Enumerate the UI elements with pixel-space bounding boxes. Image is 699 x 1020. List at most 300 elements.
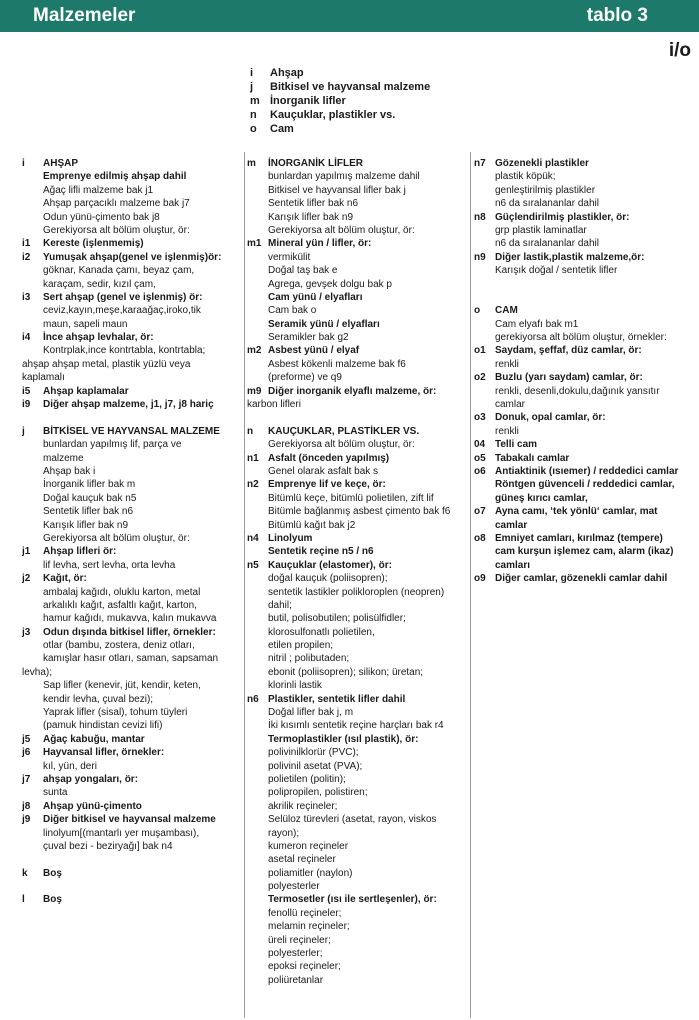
entry-line	[22, 612, 244, 625]
category-entry	[247, 693, 473, 706]
entry-text: renkli	[495, 425, 519, 437]
entry-text: kendir levha, çuval bezi);	[43, 693, 154, 705]
category-heading: Sentetik reçine n5 / n6	[268, 546, 374, 558]
category-entry	[247, 478, 473, 491]
entry-line	[247, 251, 473, 264]
category-entry	[247, 532, 473, 545]
entry-line	[247, 586, 473, 599]
column-wood-plant	[22, 157, 244, 907]
category-heading: Boş	[43, 867, 62, 879]
entry-text: Ahşap bak i	[43, 465, 96, 477]
entry-line	[474, 425, 696, 438]
category-code: i2	[22, 251, 31, 263]
category-heading: Emniyet camları, kırılmaz (tempere)	[495, 532, 663, 544]
entry-line	[22, 170, 244, 183]
category-entry	[22, 331, 244, 344]
entry-line	[247, 318, 473, 331]
entry-line	[247, 786, 473, 799]
category-entry	[22, 733, 244, 746]
index-code: n	[250, 109, 257, 121]
category-heading: Plastikler, sentetik lifler dahil	[268, 693, 406, 705]
entry-line	[247, 760, 473, 773]
entry-line	[22, 639, 244, 652]
entry-line	[22, 652, 244, 665]
category-code: n5	[247, 559, 259, 571]
entry-text: fenollü reçineler;	[268, 907, 342, 919]
entry-line	[247, 612, 473, 625]
entry-text: ceviz,kayın,meşe,karaağaç,iroko,tik	[43, 305, 201, 317]
entry-text: göknar, Kanada çamı, beyaz çam,	[43, 265, 195, 277]
entry-line	[22, 666, 244, 679]
entry-text: bunlardan yapılmış lif, parça ve	[43, 439, 182, 451]
entry-text: bunlardan yapılmış malzeme dahil	[268, 171, 420, 183]
category-heading: Emprenye edilmiş ahşap dahil	[43, 171, 187, 183]
category-entry	[474, 411, 696, 424]
entry-text: maun, sapeli maun	[43, 318, 128, 330]
category-entry	[22, 572, 244, 585]
entry-text: gerekiyorsa alt bölüm oluştur, örnekler:	[495, 332, 667, 344]
category-code: n8	[474, 211, 486, 223]
category-entry	[22, 813, 244, 826]
entry-text: genleştirilmiş plastikler	[495, 184, 596, 196]
category-heading: Diğer camlar, gözenekli camlar dahil	[495, 573, 668, 585]
entry-line	[247, 291, 473, 304]
index-entry	[250, 122, 430, 136]
entry-text: Cam elyafı bak m1	[495, 318, 579, 330]
entry-line	[247, 626, 473, 639]
category-code: i	[22, 158, 25, 169]
entry-line	[247, 827, 473, 840]
category-heading: Boş	[43, 894, 62, 906]
category-heading: Kauçuklar (elastomer), ör:	[268, 559, 392, 571]
entry-text: dahil;	[268, 599, 292, 611]
entry-text: arkalıklı kağıt, asfaltlı kağıt, karton,	[43, 599, 197, 611]
entry-line	[22, 211, 244, 224]
entry-line	[247, 264, 473, 277]
category-heading: Asfalt (önceden yapılmış)	[268, 452, 390, 464]
entry-text: asetal reçineler	[268, 854, 336, 866]
entry-line	[22, 452, 244, 465]
category-code: j7	[22, 773, 31, 785]
category-heading: KAUÇUKLAR, PLASTİKLER VS.	[268, 425, 420, 437]
category-code: o3	[474, 412, 486, 424]
entry-line	[247, 853, 473, 866]
category-code: j9	[22, 814, 31, 826]
category-code: n2	[247, 479, 259, 491]
entry-line	[247, 224, 473, 237]
entry-text: Bitümlü kağıt bak j2	[268, 519, 356, 531]
index-code: j	[250, 81, 254, 93]
entry-line	[474, 184, 696, 197]
category-code: i9	[22, 399, 31, 411]
category-entry	[247, 559, 473, 572]
entry-text: doğal kauçuk (poliisopren);	[268, 573, 388, 585]
entry-line	[247, 840, 473, 853]
entry-line	[22, 224, 244, 237]
entry-text: malzeme	[43, 452, 84, 464]
category-heading: Linolyum	[268, 532, 313, 544]
entry-line	[22, 719, 244, 732]
entry-line	[247, 679, 473, 692]
entry-line	[474, 224, 696, 237]
entry-line	[22, 197, 244, 210]
entry-line	[247, 934, 473, 947]
category-heading: Tabakalı camlar	[495, 452, 570, 464]
category-code: j1	[22, 546, 31, 558]
entry-text: rayon);	[268, 827, 300, 839]
entry-text: Sap lifler (kenevir, jüt, kendir, keten,	[43, 680, 201, 692]
category-code: n9	[474, 251, 486, 263]
entry-line	[247, 492, 473, 505]
entry-line	[247, 652, 473, 665]
entry-text: Seramikler bak g2	[268, 332, 349, 344]
index-label: Kauçuklar, plastikler vs.	[270, 109, 396, 121]
category-code: i5	[22, 385, 31, 397]
entry-line	[247, 880, 473, 893]
category-entry	[22, 746, 244, 759]
entry-line	[247, 960, 473, 973]
entry-line	[247, 639, 473, 652]
entry-text: n6 da sıralananlar dahil	[495, 198, 599, 210]
category-entry	[22, 385, 244, 398]
category-code: o2	[474, 372, 486, 384]
entry-line	[247, 278, 473, 291]
entry-line	[22, 706, 244, 719]
category-code: j	[22, 425, 25, 437]
entry-line	[474, 398, 696, 411]
entry-line	[247, 733, 473, 746]
entry-line	[474, 492, 696, 505]
entry-text: melamin reçineler;	[268, 921, 350, 933]
category-code: j2	[22, 573, 31, 585]
category-entry	[474, 465, 696, 478]
category-entry	[474, 572, 696, 585]
entry-line	[474, 545, 696, 558]
entry-text: İnorganik lifler bak m	[43, 479, 136, 491]
category-heading: Röntgen güvenceli / reddedici camlar,	[495, 479, 675, 491]
entry-text: Kontrplak,ince kontrtabla, kontrtabla;	[43, 345, 206, 357]
entry-line	[22, 438, 244, 451]
entry-line	[247, 184, 473, 197]
spacer	[22, 853, 244, 866]
column-divider	[244, 152, 245, 1018]
category-heading: Cam yünü / elyafları	[268, 291, 363, 303]
category-heading: Saydam, şeffaf, düz camlar, ör:	[495, 345, 642, 357]
category-entry	[474, 304, 696, 317]
category-entry	[247, 157, 473, 170]
category-heading: Donuk, opal camlar, ör:	[495, 412, 606, 424]
category-heading: Diğer bitkisel ve hayvansal malzeme	[43, 814, 216, 826]
entry-text: epoksi reçineler;	[268, 961, 341, 973]
category-heading: cam kurşun işlemez cam, alarm (ikaz)	[495, 546, 674, 558]
category-entry	[474, 505, 696, 518]
entry-line	[22, 840, 244, 853]
category-entry	[22, 398, 244, 411]
entry-text: nitril ; polibutaden;	[268, 653, 350, 665]
entry-line	[247, 545, 473, 558]
entry-line	[22, 599, 244, 612]
entry-line	[247, 666, 473, 679]
entry-line	[247, 398, 473, 411]
header-bar	[0, 0, 699, 32]
entry-line	[247, 907, 473, 920]
entry-line	[474, 237, 696, 250]
entry-text: renkli, desenli,dokulu,dağınık yansıtır	[495, 385, 660, 397]
entry-line	[22, 505, 244, 518]
entry-text: Gerekiyorsa alt bölüm oluştur, ör:	[43, 224, 190, 236]
header-title: Malzemeler	[33, 5, 136, 26]
entry-text: ambalaj kağıdı, oluklu karton, metal	[43, 586, 201, 598]
entry-text: Bitkisel ve hayvansal lifler bak j	[268, 184, 406, 196]
column-plastics-glass	[474, 157, 696, 586]
entry-line	[22, 478, 244, 491]
entry-line	[22, 318, 244, 331]
category-entry	[474, 344, 696, 357]
category-code: n7	[474, 158, 486, 169]
category-code: o6	[474, 465, 486, 477]
entry-line	[247, 800, 473, 813]
category-entry	[247, 237, 473, 250]
entry-text: sunta	[43, 787, 68, 799]
entry-line	[22, 344, 244, 357]
entry-text: etilen propilen;	[268, 640, 334, 652]
category-code: j3	[22, 626, 31, 638]
entry-line	[247, 893, 473, 906]
entry-text: poliamitler (naylon)	[268, 867, 353, 879]
category-heading: Diğer inorganik elyaflı malzeme, ör:	[268, 385, 437, 397]
spacer	[247, 411, 473, 424]
entry-line	[22, 358, 244, 371]
category-heading: İNORGANİK LİFLER	[268, 158, 363, 169]
index-label: Ahşap	[270, 67, 304, 79]
category-entry	[22, 545, 244, 558]
category-code: m1	[247, 238, 262, 250]
category-code: i3	[22, 291, 31, 303]
entry-text: butil, polisobutilen; polisülfidler;	[268, 613, 406, 625]
entry-text: renkli	[495, 358, 519, 370]
category-heading: Diğer ahşap malzeme, j1, j7, j8 hariç	[43, 399, 214, 411]
entry-text: Cam bak o	[268, 305, 317, 317]
category-heading: Kağıt, ör:	[43, 573, 87, 585]
category-code: o7	[474, 506, 486, 518]
entry-line	[247, 706, 473, 719]
entry-text: kumeron reçineler	[268, 840, 349, 852]
entry-text: Doğal lifler bak j, m	[268, 707, 354, 719]
entry-text: camlar	[495, 399, 526, 411]
entry-text: Bitümlü keçe, bitümlü polietilen, zift lif	[268, 492, 434, 504]
entry-text: poliüretanlar	[268, 974, 324, 986]
category-entry	[474, 251, 696, 264]
entry-text: üreli reçineler;	[268, 934, 331, 946]
category-entry	[474, 371, 696, 384]
entry-line	[22, 492, 244, 505]
entry-line	[22, 465, 244, 478]
entry-text: karbon lifleri	[247, 399, 301, 411]
category-entry	[22, 291, 244, 304]
entry-text: polyesterler	[268, 881, 320, 893]
category-heading: Telli cam	[495, 439, 538, 451]
entry-text: otlar (bambu, zostera, deniz otları,	[43, 640, 195, 652]
category-code: k	[22, 867, 28, 879]
category-heading: Seramik yünü / elyafları	[268, 318, 380, 330]
category-code: j8	[22, 800, 31, 812]
entry-text: Agrega, gevşek dolgu bak p	[268, 278, 392, 290]
index-code: o	[250, 123, 257, 135]
entry-text: ahşap ahşap metal, plastik yüzlü veya	[22, 358, 191, 370]
entry-line	[247, 572, 473, 585]
entry-line	[22, 760, 244, 773]
category-heading: Mineral yün / lifler, ör:	[268, 238, 372, 250]
index-label: Cam	[270, 123, 294, 135]
entry-text: linolyum[(mantarlı yer muşambası),	[43, 827, 200, 839]
index-label: İnorganik lifler	[270, 95, 346, 107]
entry-text: ebonit (poliisopren); silikon; üretan;	[268, 666, 424, 678]
entry-line	[22, 264, 244, 277]
entry-line	[22, 371, 244, 384]
table-number: tablo 3	[586, 5, 648, 26]
spacer	[22, 411, 244, 424]
entry-line	[247, 746, 473, 759]
entry-text: Doğal taş bak e	[268, 265, 338, 277]
entry-line	[22, 586, 244, 599]
entry-text: Ahşap parçacıklı malzeme bak j7	[43, 198, 190, 210]
category-heading: Kereste (işlenmemiş)	[43, 238, 144, 250]
category-entry	[474, 452, 696, 465]
spacer	[474, 291, 696, 304]
entry-text: Asbest kökenli malzeme bak f6	[268, 358, 406, 370]
entry-line	[22, 519, 244, 532]
entry-line	[474, 331, 696, 344]
category-code: m	[247, 158, 256, 169]
entry-line	[247, 358, 473, 371]
entry-line	[474, 318, 696, 331]
entry-line	[22, 786, 244, 799]
entry-line	[22, 559, 244, 572]
index-entry	[250, 94, 430, 108]
entry-text: Selüloz türevleri (asetat, rayon, viskos	[268, 814, 437, 826]
category-heading: Buzlu (yarı saydam) camlar, ör:	[495, 372, 643, 384]
category-heading: AHŞAP	[43, 158, 79, 169]
entry-text: polipropilen, polistiren;	[268, 787, 368, 799]
category-heading: Ahşap yünü-çimento	[43, 800, 142, 812]
entry-text: sentetik lastikler polikloroplen (neopren)	[268, 586, 445, 598]
category-code: n	[247, 425, 254, 437]
entry-line	[22, 184, 244, 197]
category-heading: Odun dışında bitkisel lifler, örnekler:	[43, 626, 216, 638]
category-entry	[474, 211, 696, 224]
category-heading: camları	[495, 559, 531, 571]
category-heading: Gözenekli plastikler	[495, 158, 589, 169]
entry-line	[247, 211, 473, 224]
category-code: n6	[247, 693, 259, 705]
category-code: o1	[474, 345, 486, 357]
entry-text: Sentetik lifler bak n6	[268, 198, 359, 210]
category-heading: Ağaç kabuğu, mantar	[43, 733, 145, 745]
category-code: j6	[22, 747, 31, 759]
entry-line	[474, 264, 696, 277]
entry-line	[247, 719, 473, 732]
entry-text: levha);	[22, 666, 53, 678]
entry-line	[247, 438, 473, 451]
category-entry	[22, 773, 244, 786]
spacer	[474, 278, 696, 291]
entry-text: Gerekiyorsa alt bölüm oluştur, ör:	[268, 439, 415, 451]
entry-text: lif levha, sert levha, orta levha	[43, 559, 176, 571]
entry-line	[247, 505, 473, 518]
category-entry	[22, 157, 244, 170]
category-heading: BİTKİSEL VE HAYVANSAL MALZEME	[43, 425, 220, 437]
entry-line	[247, 947, 473, 960]
entry-text: Bitümle bağlanmış asbest çimento bak f6	[268, 506, 451, 518]
entry-text: hamur kağıdı, mukavva, kalın mukavva	[43, 613, 217, 625]
entry-line	[247, 867, 473, 880]
entry-line	[474, 197, 696, 210]
index-code: i	[250, 67, 254, 79]
category-code: m9	[247, 385, 262, 397]
category-entry	[22, 425, 244, 438]
entry-line	[474, 385, 696, 398]
section-index	[250, 66, 430, 136]
entry-text: Yaprak lifler (sisal), tohum tüyleri	[43, 707, 188, 719]
category-entry	[247, 344, 473, 357]
entry-line	[247, 197, 473, 210]
index-entry	[250, 66, 430, 80]
category-heading: Ayna camı, ‘tek yönlü‘ camlar, mat	[495, 506, 658, 518]
category-code: i4	[22, 332, 31, 344]
entry-text: (preforme) ve q9	[268, 372, 342, 384]
entry-text: Ağaç lifli malzeme bak j1	[43, 184, 154, 196]
entry-line	[22, 278, 244, 291]
category-heading: güneş kırıcı camlar,	[495, 492, 588, 504]
entry-text: Karışık lifler bak n9	[43, 519, 129, 531]
entry-line	[247, 304, 473, 317]
entry-text: akrilik reçineler;	[268, 800, 338, 812]
entry-text: Karışık lifler bak n9	[268, 211, 354, 223]
entry-text: karaçam, sedir, kızıl çam,	[43, 278, 156, 290]
column-inorganic-rubber	[247, 157, 473, 987]
entry-line	[247, 974, 473, 987]
entry-text: Sentetik lifler bak n6	[43, 506, 134, 518]
entry-line	[247, 920, 473, 933]
category-entry	[22, 626, 244, 639]
entry-line	[247, 465, 473, 478]
category-code: i1	[22, 238, 31, 250]
category-code: n1	[247, 452, 259, 464]
entry-text: n6 da sıralananlar dahil	[495, 238, 599, 250]
category-code: l	[22, 894, 25, 906]
entry-line	[247, 813, 473, 826]
entry-line	[22, 304, 244, 317]
index-entry	[250, 108, 430, 122]
category-heading: Ahşap kaplamalar	[43, 385, 129, 397]
entry-line	[247, 371, 473, 384]
index-label: Bitkisel ve hayvansal malzeme	[270, 81, 431, 93]
entry-text: Gerekiyorsa alt bölüm oluştur, ör:	[268, 224, 415, 236]
entry-text: polivinil asetat (PVA);	[268, 760, 363, 772]
category-code: o8	[474, 532, 486, 544]
category-entry	[22, 800, 244, 813]
category-entry	[474, 157, 696, 170]
entry-text: polivinilklorür (PVC);	[268, 747, 359, 759]
category-entry	[474, 438, 696, 451]
category-entry	[247, 452, 473, 465]
entry-line	[474, 559, 696, 572]
category-heading: Diğer lastik,plastik malzeme,ör:	[495, 251, 645, 263]
entry-line	[247, 331, 473, 344]
category-code: o5	[474, 452, 486, 464]
entry-line	[474, 358, 696, 371]
category-entry	[22, 251, 244, 264]
